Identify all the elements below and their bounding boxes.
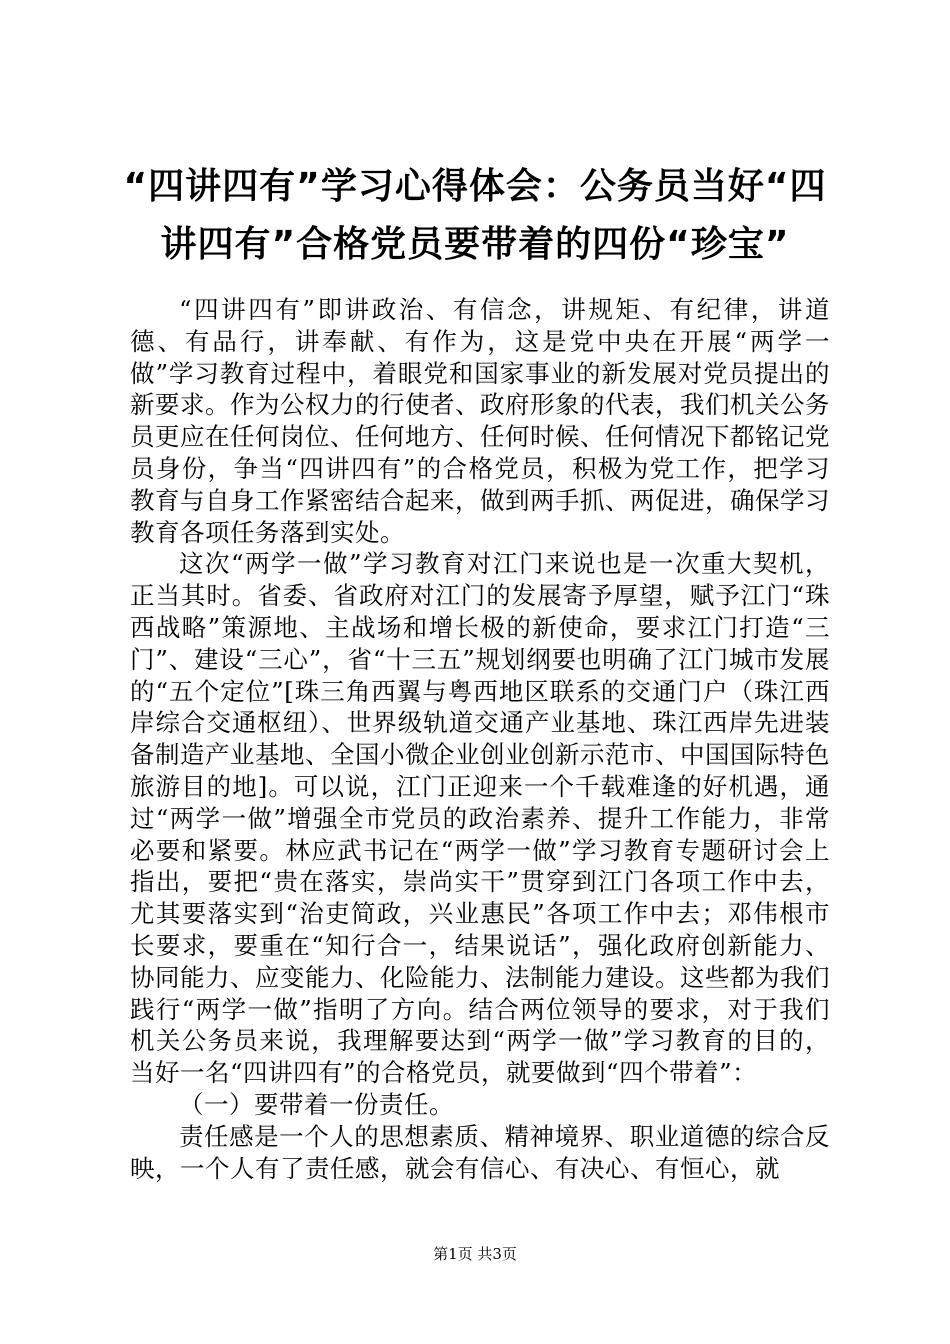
page-footer: 第1页 共3页	[433, 1245, 517, 1263]
paragraph-intro: “四讲四有”即讲政治、有信念，讲规矩、有纪律，讲道德、有品行，讲奉献、有作为，这是党中央在开展“两学一做”学习教育过程中，着眼党和国家事业的新发展对党员提出的新要求。作为公权力的行使者、政府形象的代表，我们机关公务员更应在任何岗位、任何地方、任何时候、任何情况下都铭记党员身份，争当“四讲四有”的合格党员，积极为党工作，把学习教育与自身工作紧密结合起来，做到两手抓、两促进，确保学习教育各项任务落到实处。	[130, 295, 830, 547]
document-title: “四讲四有”学习心得体会：公务员当好“四讲四有”合格党员要带着的四份“珍宝”	[123, 166, 827, 265]
section-heading-responsibility: （一）要带着一份责任。	[179, 1089, 454, 1119]
document-body	[130, 294, 830, 1184]
paragraph-jiangmen: 这次“两学一做”学习教育对江门来说也是一次重大契机，正当其时。省委、省政府对江门的发展寄予厚望，赋予江门“珠西战略”策源地、主战场和增长极的新使命，要求江门打造“三门”、建设“三心”，省“十三五”规划纲要也明确了江门城市发展的“五个定位”[珠三角西翼与粤西地区联系的交通门户（珠江西岸综合交通枢纽）、世界级轨道交通产业基地、珠江西岸先进装备制造产业基地、全国小微企业创业创新示范市、中国国际特色旅游目的地]。可以说，江门正迎来一个千载难逢的好机遇，通过“两学一做”增强全市党员的政治素养、提升工作能力，非常必要和紧要。林应武书记在“两学一做”学习教育专题研讨会上指出，要把“贵在落实，崇尚实干”贯穿到江门各项工作中去，尤其要落实到“治吏简政，兴业惠民”各项工作中去；邓伟根市长要求，要重在“知行合一，结果说话”，强化政府创新能力、协同能力、应变能力、化险能力、法制能力建设。这些都为我们践行“两学一做”指明了方向。结合两位领导的要求，对于我们机关公务员来说，我理解要达到“两学一做”学习教育的目的，当好一名“四讲四有”的合格党员，就要做到“四个带着”：	[130, 549, 830, 1088]
paragraph-responsibility: 责任感是一个人的思想素质、精神境界、职业道德的综合反映，一个人有了责任感，就会有信心、有决心、有恒心，就	[130, 1121, 830, 1183]
